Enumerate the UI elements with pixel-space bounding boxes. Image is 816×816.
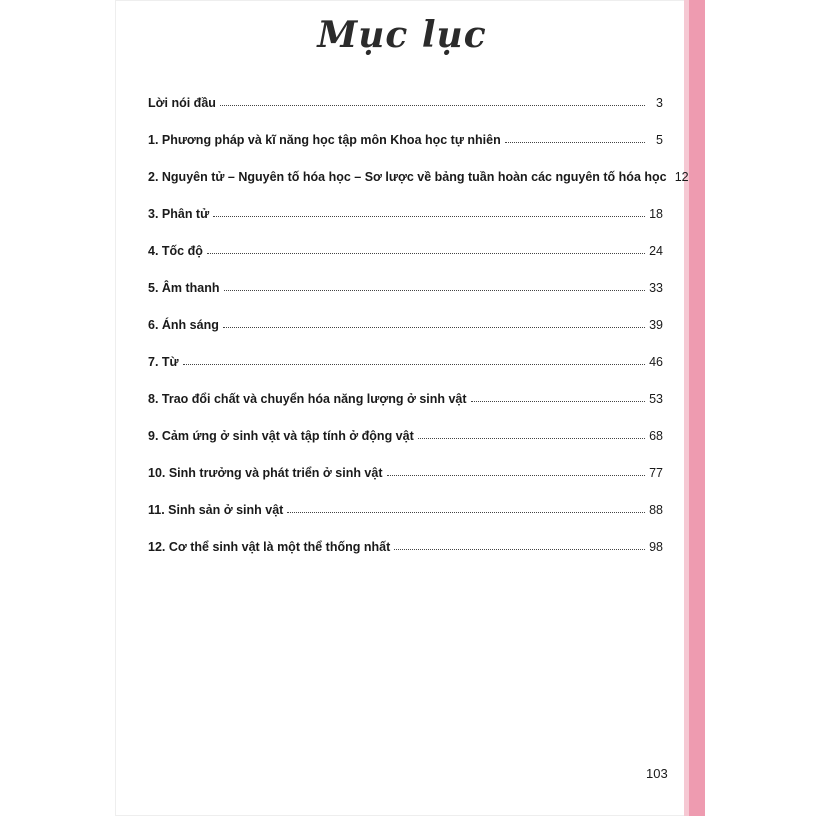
dot-leader [224, 289, 645, 291]
toc-entry-page: 77 [649, 466, 663, 480]
toc-entry-page: 33 [649, 281, 663, 295]
toc-entry-page: 46 [649, 355, 663, 369]
dot-leader [183, 363, 645, 365]
dot-leader [207, 252, 645, 254]
toc-entry-page: 98 [649, 540, 663, 554]
toc-entry-label: Lời nói đầu [148, 96, 216, 110]
dot-leader [387, 474, 645, 476]
dot-leader [505, 141, 645, 143]
dot-leader [418, 437, 645, 439]
page-title: Mục lục [317, 14, 487, 56]
toc-entry-page: 24 [649, 244, 663, 258]
toc-entry-label: 4. Tốc độ [148, 244, 203, 258]
toc-entry [148, 90, 663, 110]
toc-entry [148, 238, 663, 258]
toc-entry [148, 386, 663, 406]
toc-entry-label: 8. Trao đổi chất và chuyển hóa năng lượng ở sinh vật [148, 392, 467, 406]
toc-entry-label: 10. Sinh trưởng và phát triển ở sinh vật [148, 466, 383, 480]
toc-entry-label: 5. Âm thanh [148, 281, 220, 295]
toc-entry-label: 2. Nguyên tử – Nguyên tố hóa học – Sơ lược về bảng tuần hoàn các nguyên tố hóa học [148, 170, 667, 184]
toc-entry-page: 88 [649, 503, 663, 517]
toc-entry [148, 275, 663, 295]
toc-entry-label: 11. Sinh sản ở sinh vật [148, 503, 284, 517]
page-number: 103 [646, 766, 668, 781]
pink-cover-strip [689, 0, 705, 816]
dot-leader [213, 215, 645, 217]
dot-leader [394, 548, 645, 550]
toc-entry-page: 53 [649, 392, 663, 406]
dot-leader [220, 104, 645, 106]
book-page [115, 0, 689, 816]
toc-entry-page: 5 [656, 133, 663, 147]
toc-entry-page: 39 [649, 318, 663, 332]
toc-entry [148, 201, 663, 221]
dot-leader [471, 400, 645, 402]
toc-entry [148, 460, 663, 480]
dot-leader [223, 326, 645, 328]
toc-entry [148, 497, 663, 517]
toc-entry-page: 18 [649, 207, 663, 221]
toc-entry-page: 12 [674, 170, 689, 184]
toc-entry-page: 3 [656, 96, 663, 110]
toc-entry-label: 9. Cảm ứng ở sinh vật và tập tính ở động vật [148, 429, 414, 443]
toc-entry-label: 12. Cơ thể sinh vật là một thể thống nhất [148, 540, 391, 554]
toc-entry [148, 349, 663, 369]
toc-entry [148, 164, 689, 184]
toc-entry-label: 3. Phân tử [148, 207, 210, 221]
toc-entry [148, 127, 663, 147]
toc-entry-label: 7. Từ [148, 355, 179, 369]
toc-entry-label: 1. Phương pháp và kĩ năng học tập môn Khoa học tự nhiên [148, 133, 501, 147]
toc-entry-label: 6. Ánh sáng [148, 318, 219, 332]
toc-entry-page: 68 [649, 429, 663, 443]
toc-entry [148, 534, 663, 554]
toc-entry [148, 423, 663, 443]
dot-leader [287, 511, 645, 513]
toc-entry [148, 312, 663, 332]
